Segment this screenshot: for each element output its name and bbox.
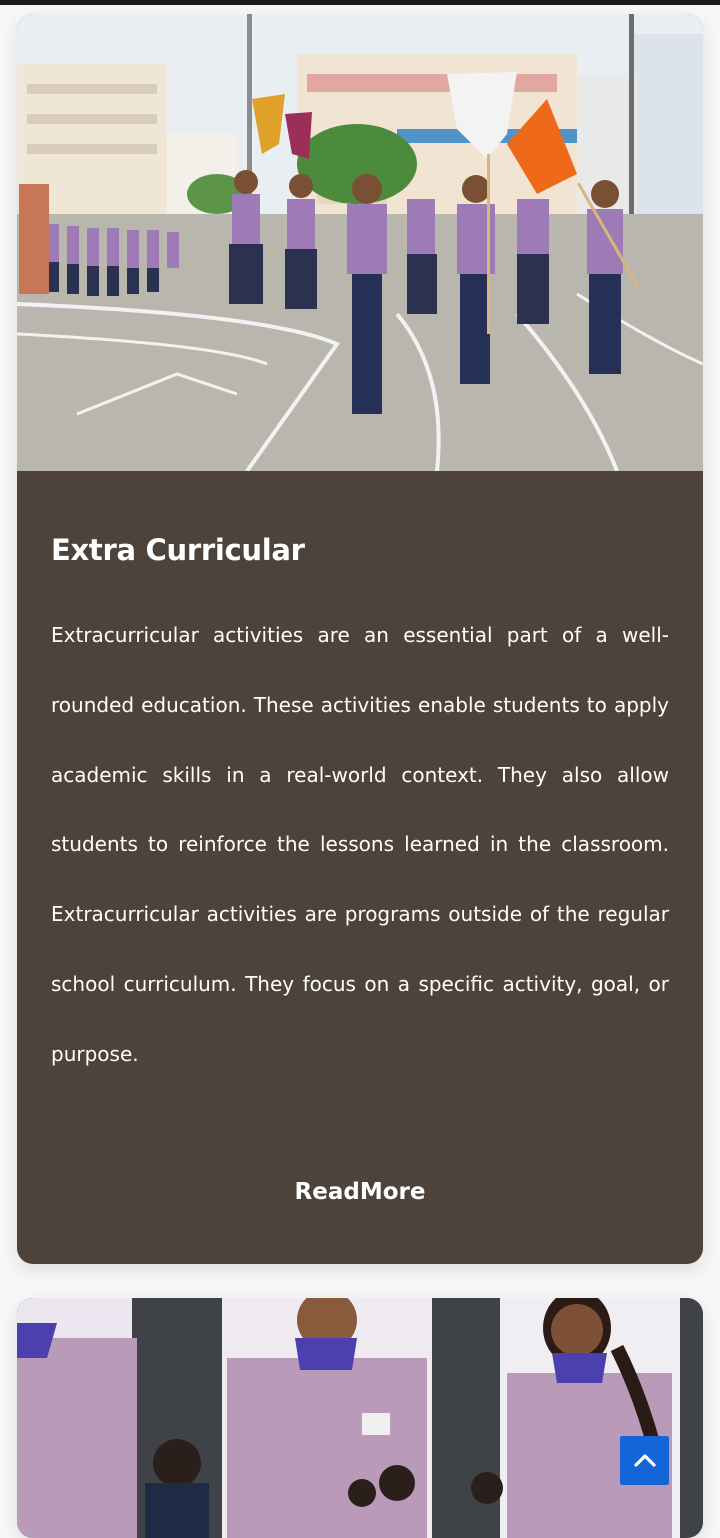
read-more-link[interactable]: ReadMore <box>294 1179 426 1205</box>
extra-curricular-card <box>17 14 703 1264</box>
top-status-strip <box>0 0 720 5</box>
card-description: Extracurricular activities are an essential part of a well-rounded education. These activities enable students to apply academic skills in a real-world context. They also allow students to reinforce the lessons learned in the classroom. Extracurricular activities are programs outside of the regular school curriculum. They focus on a specific activity, goal, or purpose. <box>51 623 669 1066</box>
card-title: Extra Curricular <box>51 533 305 567</box>
students-card <box>17 1298 703 1538</box>
card-body <box>17 471 703 1264</box>
students-stage-photo <box>17 1298 703 1538</box>
scroll-to-top-button[interactable] <box>620 1436 669 1485</box>
chevron-up-icon <box>632 1448 658 1474</box>
marching-students-photo <box>17 14 703 471</box>
